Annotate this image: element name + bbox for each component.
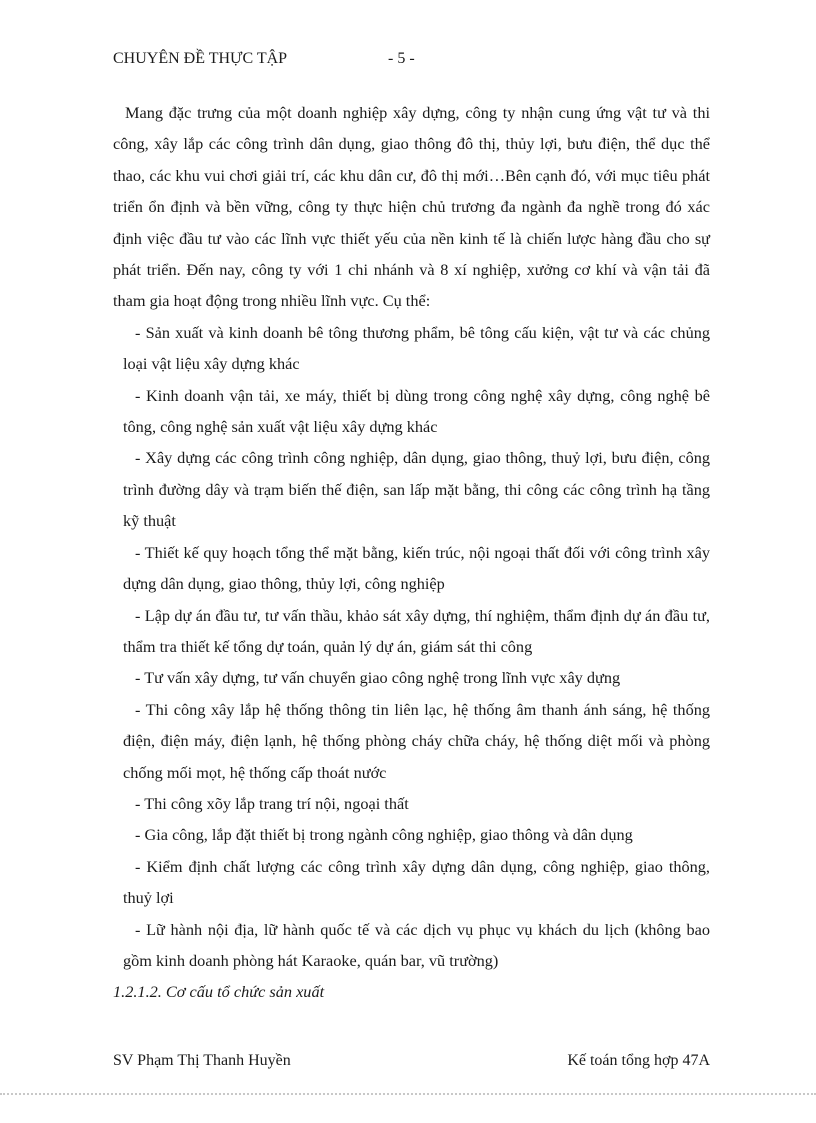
list-item: - Lập dự án đầu tư, tư vấn thầu, khảo sát xây dựng, thí nghiệm, thẩm định dự án đầu tư, thẩm tra thiết kế tổng dự toán, quản lý dự án, giám sát thi công [123,605,710,656]
page-header [113,50,713,76]
list-item: - Thiết kế quy hoạch tổng thể mặt bằng, kiến trúc, nội ngoại thất đối với công trình xây dựng dân dụng, giao thông, thủy lợi, công nghiệp [123,542,710,594]
list-item: - Sản xuất và kinh doanh bê tông thương phẩm, bê tông cấu kiện, vật tư và các chủng loại vật liệu xây dựng khác [123,322,710,374]
list-item: - Xây dựng các công trình công nghiệp, dân dụng, giao thông, thuỷ lợi, bưu điện, công trình đường dây và trạm biến thế điện, san lấp mặt bằng, thi công các công trình hạ tầng kỹ thuật [123,448,710,531]
page-number: - 5 - [388,50,415,67]
section-heading: 1.2.1.2. Cơ cấu tổ chức sản xuất [113,982,325,1002]
footer-class: Kế toán tổng hợp 47A [567,1052,710,1069]
list-item: - Thi công xây lắp hệ thống thông tin liên lạc, hệ thống âm thanh ánh sáng, hệ thống điện, điện máy, điện lạnh, hệ thống phòng cháy chữa cháy, hệ thống diệt mối và phòng chống mối mọt, hệ thống cấp thoát nước [123,699,710,782]
header-title: CHUYÊN ĐỀ THỰC TẬP [113,50,288,67]
list-item: - Lữ hành nội địa, lữ hành quốc tế và các dịch vụ phục vụ khách du lịch (không bao gồm kinh doanh phòng hát Karaoke, quán bar, vũ trường) [123,919,710,970]
list-item: - Kiểm định chất lượng các công trình xây dựng dân dụng, công nghiệp, giao thông, thuỷ lợi [123,856,710,908]
footer-divider [0,1093,816,1095]
list-item: - Tư vấn xây dựng, tư vấn chuyển giao công nghệ trong lĩnh vực xây dựng [135,668,621,688]
list-item: - Gia công, lắp đặt thiết bị trong ngành công nghiệp, giao thông và dân dụng [135,825,633,845]
intro-paragraph: Mang đặc trưng của một doanh nghiệp xây dựng, công ty nhận cung ứng vật tư và thi công, xây lắp các công trình dân dụng, giao thông đô thị, thủy lợi, bưu điện, thể dục thể thao, các khu vui chơi giải trí, các khu dân cư, đô thị mới…Bên cạnh đó, với mục tiêu phát triển ổn định và bền vững, công ty thực hiện chủ trương đa ngành đa nghề trong đó xác định việc đầu tư vào các lĩnh vực thiết yếu của nền kinh tế là chiến lược hàng đầu cho sự phát triển. Đến nay, công ty với 1 chi nhánh và 8 xí nghiệp, xưởng cơ khí và vận tải đã tham gia hoạt động trong nhiều lĩnh vực. Cụ thể: [113,103,710,311]
footer-author: SV Phạm Thị Thanh Huyền [113,1052,291,1069]
list-item: - Thi công xõy lắp trang trí nội, ngoại thất [135,793,409,813]
list-item: - Kinh doanh vận tải, xe máy, thiết bị dùng trong công nghệ xây dựng, công nghệ bê tông, công nghệ sản xuất vật liệu xây dựng khác [123,385,710,437]
document-body [113,97,710,1008]
